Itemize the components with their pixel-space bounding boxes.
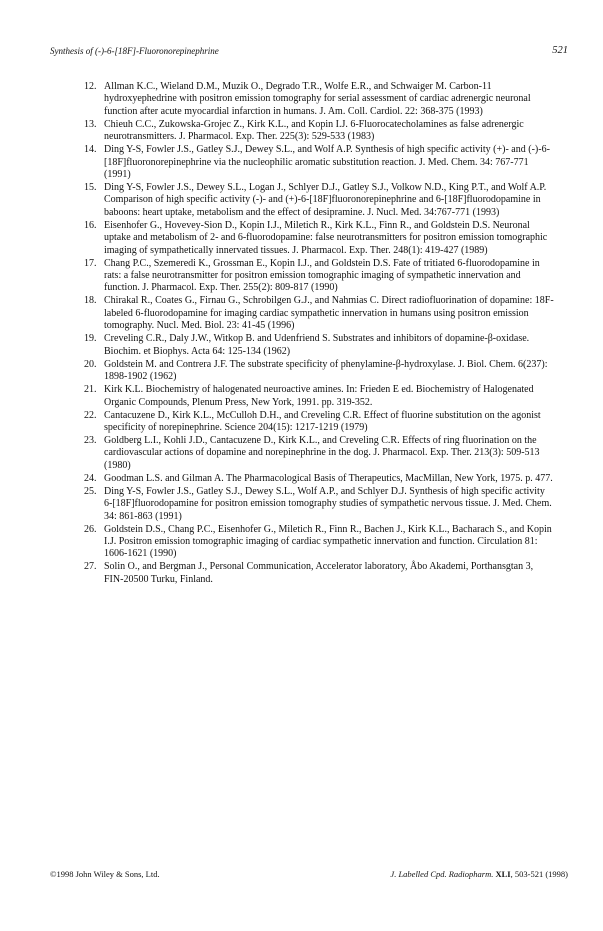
reference-text: Solin O., and Bergman J., Personal Communication, Accelerator laboratory, Åbo Akademi, Porthansgtan 3, FIN-20500 Turku, Finland.	[104, 561, 534, 585]
reference-item	[84, 333, 554, 358]
reference-number: 14.	[84, 144, 97, 156]
journal-pages: , 503-521 (1998)	[510, 869, 568, 879]
reference-number: 18.	[84, 295, 97, 307]
copyright-notice: ©1998 John Wiley & Sons, Ltd.	[50, 869, 160, 879]
reference-number: 26.	[84, 523, 97, 535]
reference-text: Kirk K.L. Biochemistry of halogenated neuroactive amines. In: Frieden E ed. Biochemistry of Halogenated Organic Compounds, Plenum Press, New York, 1991. pp. 319-352.	[104, 384, 534, 408]
reference-item	[84, 410, 554, 435]
reference-number: 17.	[84, 257, 97, 269]
reference-text: Chirakal R., Coates G., Firnau G., Schrobilgen G.J., and Nahmias C. Direct radiofluorination of dopamine: 18F-labeled 6-fluorodopamine for imaging cardiac sympathetic innervation in humans using positron emission tomography. Nucl. Med. Biol. 23: 41-45 (1996)	[104, 295, 554, 332]
reference-text: Goldstein M. and Contrera J.F. The substrate specificity of phenylamine-β-hydroxylase. J. Biol. Chem. 6(237): 1898-1902 (1962)	[104, 358, 548, 383]
reference-number: 22.	[84, 409, 97, 421]
reference-item	[84, 359, 554, 384]
page-footer	[50, 869, 568, 883]
reference-text: Eisenhofer G., Hovevey-Sion D., Kopin I.J., Miletich R., Kirk K.L., Finn R., and Goldstein D.S. Neuronal uptake and metabolism of 2- and 6-fluorodopamine: false neurotransmitters for positron emission tomographic imaging of sympathetically innervated tissues. J. Pharmacol. Exp. Ther. 248(1): 419-427 (1989)	[104, 219, 548, 256]
reference-item	[84, 524, 554, 561]
journal-citation	[390, 869, 568, 879]
reference-list	[84, 81, 554, 587]
reference-text: Chieuh C.C., Zukowska-Grojec Z., Kirk K.L., and Kopin I.J. 6-Fluorocatecholamines as false adrenergic neurotransmitters. J. Pharmacol. Exp. Ther. 225(3): 529-533 (1983)	[104, 118, 524, 143]
reference-item	[84, 384, 554, 409]
reference-number: 27.	[84, 561, 97, 573]
reference-number: 25.	[84, 485, 97, 497]
reference-number: 15.	[84, 182, 97, 194]
reference-item	[84, 258, 554, 295]
journal-volume: XLI	[495, 869, 511, 879]
reference-item	[84, 81, 554, 118]
reference-number: 23.	[84, 434, 97, 446]
reference-text: Chang P.C., Szemeredi K., Grossman E., Kopin I.J., and Goldstein D.S. Fate of tritiated 6-fluorodopamine in rats: a false neurotransmitter for positron emission tomographic imaging of sympathetic innervation and function. J. Pharmacol. Exp. Ther. 255(2): 809-817 (1990)	[104, 257, 540, 294]
reference-number: 19.	[84, 333, 97, 345]
reference-item	[84, 295, 554, 332]
reference-item	[84, 486, 554, 523]
reference-item	[84, 182, 554, 219]
reference-text: Cantacuzene D., Kirk K.L., McCulloh D.H., and Creveling C.R. Effect of fluorine substitution on the agonist specificity of norepinephrine. Science 204(15): 1217-1219 (1979)	[104, 409, 541, 433]
reference-text: Ding Y-S, Fowler J.S., Gatley S.J., Dewey S.L., and Wolf A.P. Synthesis of high specific activity (+)- and (-)-6-[18F]fluoronorepinephrine via the nucleophilic aromatic substitution reaction. J. Med. Chem. 34: 767-771 (1991)	[104, 144, 550, 181]
reference-text: Allman K.C., Wieland D.M., Muzik O., Degrado T.R., Wolfe E.R., and Schwaiger M. Carbon-11 hydroxyephedrine with positron emission tomography for serial assessment of cardiac adrenergic neuronal function after acute myocardial infarction in humans. J. Am. Coll. Cardiol. 22: 368-375 (1993)	[104, 81, 531, 117]
journal-name: J. Labelled Cpd. Radiopharm.	[390, 869, 494, 879]
running-header	[50, 46, 568, 60]
reference-text: Ding Y-S, Fowler J.S., Gatley S.J., Dewey S.L., Wolf A.P., and Schlyer D.J. Synthesis of high specific activity 6-[18F]fluorodopamine for positron emission tomography studies of sympathetic nervous tissue. J. Med. Chem. 34: 861-863 (1991)	[104, 485, 552, 522]
reference-text: Goodman L.S. and Gilman A. The Pharmacological Basis of Therapeutics, MacMillan, New York, 1975. p. 477.	[104, 472, 553, 484]
reference-text: Ding Y-S, Fowler J.S., Dewey S.L., Logan J., Schlyer D.J., Gatley S.J., Volkow N.D., King P.T., and Wolf A.P. Comparison of high specific activity (-)- and (+)-6-[18F]fluoronorepinephrine and 6-[18F]fluorodopamine in baboons: heart uptake, metabolism and the effect of desipramine. J. Nucl. Med. 34:767-771 (1993)	[104, 182, 547, 218]
reference-item	[84, 435, 554, 472]
reference-item	[84, 119, 554, 144]
reference-item	[84, 144, 554, 181]
reference-number: 20.	[84, 358, 97, 370]
reference-text: Creveling C.R., Daly J.W., Witkop B. and Udenfriend S. Substrates and inhibitors of dopamine-β-oxidase. Biochim. et Biophys. Acta 64: 125-134 (1962)	[104, 333, 530, 357]
page-number: 521	[552, 45, 568, 56]
reference-text: Goldberg L.I., Kohli J.D., Cantacuzene D., Kirk K.L., and Creveling C.R. Effects of ring fluorination on the cardiovascular actions of dopamine and norepinephrine in the dog. J. Pharmacol. Exp. Ther. 213(3): 509-513 (1980)	[104, 434, 540, 471]
running-title: Synthesis of (-)-6-[18F]-Fluoronorepinephrine	[50, 46, 219, 56]
reference-number: 16.	[84, 219, 97, 231]
reference-item	[84, 473, 554, 485]
reference-number: 13.	[84, 118, 97, 130]
reference-number: 12.	[84, 81, 97, 92]
reference-item	[84, 220, 554, 257]
reference-number: 24.	[84, 472, 97, 484]
reference-number: 21.	[84, 384, 97, 396]
reference-item	[84, 561, 554, 586]
reference-text: Goldstein D.S., Chang P.C., Eisenhofer G., Miletich R., Finn R., Bachen J., Kirk K.L., Bacharach S., and Kopin I.J. Positron emission tomographic imaging of cardiac sympathetic innervation and function. Circulation 81: 1606-1621 (1990)	[104, 523, 552, 560]
